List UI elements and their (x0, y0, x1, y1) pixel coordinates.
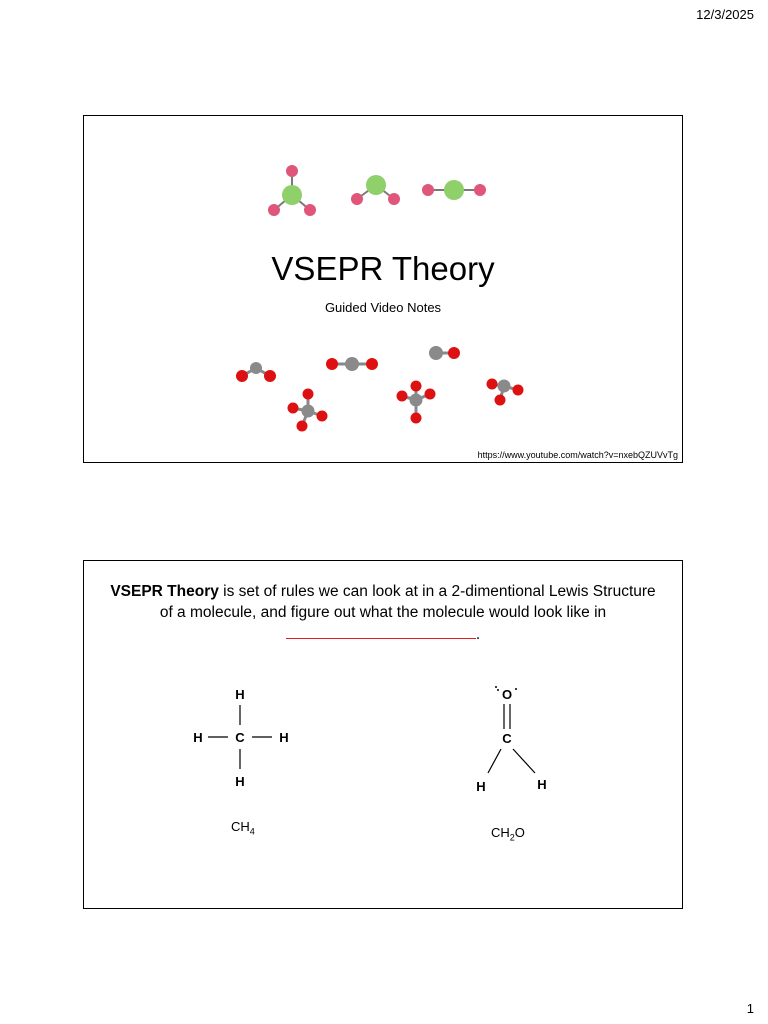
page-number: 1 (746, 1001, 754, 1016)
ch4-lewis-structure (184, 679, 304, 799)
slide-vsepr-definition (83, 560, 683, 909)
fill-in-blank[interactable] (286, 623, 476, 639)
video-url[interactable]: https://www.youtube.com/watch?v=nxebQZUVvTg (477, 450, 678, 460)
intro-bold-term: VSEPR Theory (110, 583, 219, 600)
ch2o-formula: $CH_2O$ (491, 825, 525, 843)
ch2o-atom-right: H (537, 777, 547, 792)
trigonal-molecule-image (390, 378, 440, 430)
ch2o-atom-left: H (476, 779, 486, 794)
intro-period: . (475, 626, 481, 643)
co2-molecule-image (322, 352, 382, 376)
ch2o-atom-top: O (501, 687, 513, 702)
intro-line-2: of a molecule, and figure out what the molecule would look like in (159, 604, 607, 621)
ch4-atom-bottom: H (235, 774, 245, 789)
slide-subtitle: Guided Video Notes (324, 300, 442, 315)
bent-molecule-image (348, 171, 408, 211)
ch4-atom-top: H (235, 687, 245, 702)
angled-molecule-image (482, 374, 532, 414)
tetrahedral-molecule-image (284, 386, 334, 436)
intro-text (94, 581, 672, 645)
co-bent-molecule-image (232, 356, 282, 386)
ch4-formula: $CH_4$ (231, 819, 255, 837)
ch4-atom-right: H (279, 730, 289, 745)
print-date: 12/3/2025 (696, 7, 754, 22)
co-molecule-image (424, 342, 464, 364)
ch4-atom-left: H (193, 730, 203, 745)
linear-molecule-image (418, 178, 492, 204)
ch2o-atom-center: C (502, 731, 512, 746)
slide-title (83, 115, 683, 463)
trigonal-planar-molecule-image (260, 161, 320, 221)
ch4-atom-center: C (235, 730, 245, 745)
ch2o-lewis-structure (464, 679, 564, 799)
intro-line-1: is set of rules we can look at in a 2-dimentional Lewis Structure (218, 583, 656, 600)
slide-title-text: VSEPR Theory (271, 250, 495, 287)
